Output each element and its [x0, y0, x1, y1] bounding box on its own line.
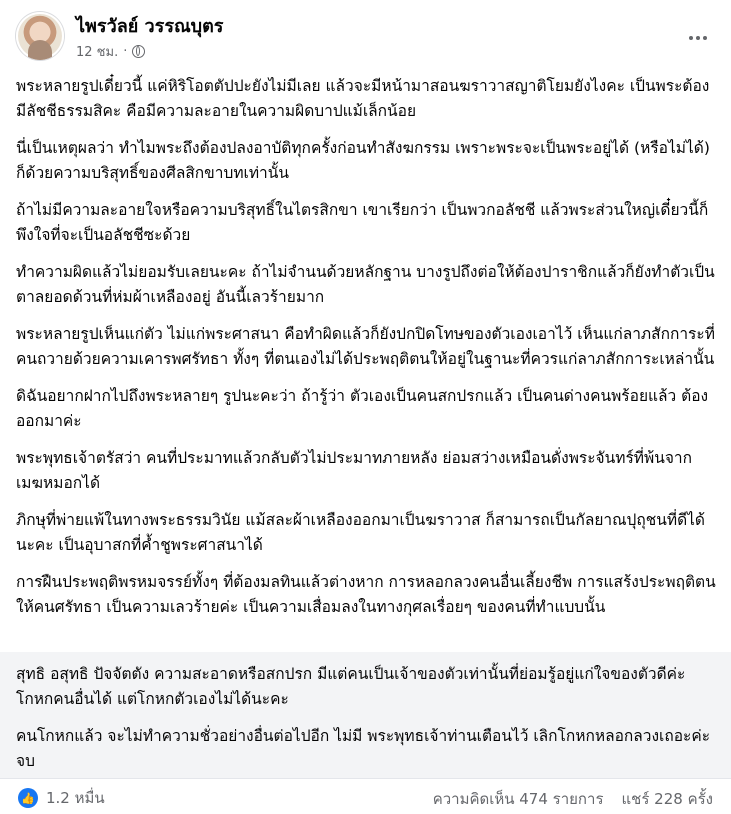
comments-count[interactable]: ความคิดเห็น 474 รายการ: [432, 790, 604, 808]
dot-icon: [703, 36, 707, 40]
quote-paragraph: สุทธิ อสุทธิ ปัจจัตตัง ความสะอาดหรือสกปรก มีแต่คนเป็นเจ้าของตัวเท่านั้นที่ย่อมรู้อยู่แก่ใจของตัวดีค่ะ โกหกคนอื่นได้ แต่โกหกตัวเองไม่ได้นะคะ: [16, 665, 686, 708]
separator-dot: ·: [123, 44, 128, 59]
like-icon: 👍: [18, 788, 38, 808]
quoted-section: [0, 652, 731, 778]
reactions-summary[interactable]: [18, 786, 105, 810]
post-meta: [76, 41, 145, 62]
more-options-button[interactable]: [681, 26, 715, 50]
dot-icon: [689, 36, 693, 40]
engagement-stats: [433, 787, 713, 811]
author-name[interactable]: ไพรวัลย์ วรรณบุตร: [76, 16, 224, 37]
post-paragraph: พระหลายรูปเห็นแก่ตัว ไม่แก่พระศาสนา คือทำผิดแล้วก็ยังปกปิดโทษของตัวเองเอาไว้ เห็นแก่ลาภสักการะที่คนถวายด้วยความเคารพศรัทธา ทั้งๆ ที่ตนเองไม่ได้ประพฤติตนให้อยู่ในฐานะที่ควรแก่ลาภสักการะเหล่านั้น: [16, 325, 715, 368]
author-avatar[interactable]: [16, 12, 64, 60]
post-paragraph: ทำความผิดแล้วไม่ยอมรับเลยนะคะ ถ้าไม่จำนนด้วยหลักฐาน บางรูปถึงต่อให้ต้องปาราชิกแล้วก็ยังทำตัวเป็นตาลยอดด้วนที่ห่มผ้าเหลืองอยู่ อันนี้เลวร้ายมาก: [16, 263, 715, 306]
reactions-count[interactable]: 1.2 หมื่น: [46, 789, 105, 807]
post-paragraph: ภิกษุที่พ่ายแพ้ในทางพระธรรมวินัย แม้สละผ้าเหลืองออกมาเป็นฆราวาส ก็สามารถเป็นกัลยาณปุถุชนที่ดีได้นะคะ เป็นอุบาสกที่ค้ำชูพระศาสนาได้: [16, 511, 706, 554]
post-paragraph: นี่เป็นเหตุผลว่า ทำไมพระถึงต้องปลงอาบัติทุกครั้งก่อนทำสังฆกรรม เพราะพระจะเป็นพระอยู่ได้ (หรือไม่ได้) ก็ด้วยความบริสุทธิ์ของศีลสิกขาบทเท่านั้น: [16, 139, 710, 182]
shares-count[interactable]: แชร์ 228 ครั้ง: [621, 790, 713, 808]
post-footer: [0, 778, 731, 814]
post-timestamp[interactable]: 12 ชม.: [76, 45, 119, 60]
post-body: [16, 74, 718, 632]
post-paragraph: พระหลายรูปเดี๋ยวนี้ แค่หิริโอตตัปปะยังไม่มีเลย แล้วจะมีหน้ามาสอนฆราวาสญาติโยมยังไงคะ เป็นพระต้องมีลัชชีธรรมสิคะ คือมีความละอายในความผิดบาปแม้เล็กน้อย: [16, 77, 710, 120]
post-header: [16, 10, 715, 66]
post-paragraph: การฝืนประพฤติพรหมจรรย์ทั้งๆ ที่ต้องมลทินแล้วต่างหาก การหลอกลวงคนอื่นเลี้ยงชีพ การแสร้งประพฤติตนให้คนศรัทธา เป็นความเลวร้ายค่ะ เป็นความเสื่อมลงในทางกุศลเรื่อยๆ ของคนที่ทำแบบนั้น: [16, 573, 716, 616]
globe-icon: [132, 45, 145, 58]
post-paragraph: ดิฉันอยากฝากไปถึงพระหลายๆ รูปนะคะว่า ถ้ารู้ว่า ตัวเองเป็นคนสกปรกแล้ว เป็นคนด่างคนพร้อยแล้ว ต้องออกมาค่ะ: [16, 387, 709, 430]
quote-paragraph: คนโกหกแล้ว จะไม่ทำความชั่วอย่างอื่นต่อไปอีก ไม่มี พระพุทธเจ้าท่านเตือนไว้ เลิกโกหกหลอกลวงเถอะค่ะ จบ: [16, 727, 711, 770]
dot-icon: [696, 36, 700, 40]
post-paragraph: ถ้าไม่มีความละอายใจหรือความบริสุทธิ์ในไตรสิกขา เขาเรียกว่า เป็นพวกอลัชชี แล้วพระส่วนใหญ่เดี๋ยวนี้ก็พึงใจที่จะเป็นอลัชชีซะด้วย: [16, 201, 709, 244]
post-paragraph: พระพุทธเจ้าตรัสว่า คนที่ประมาทแล้วกลับตัวไม่ประมาทภายหลัง ย่อมสว่างเหมือนดั่งพระจันทร์ที่พ้นจากเมฆหมอกได้: [16, 449, 692, 492]
